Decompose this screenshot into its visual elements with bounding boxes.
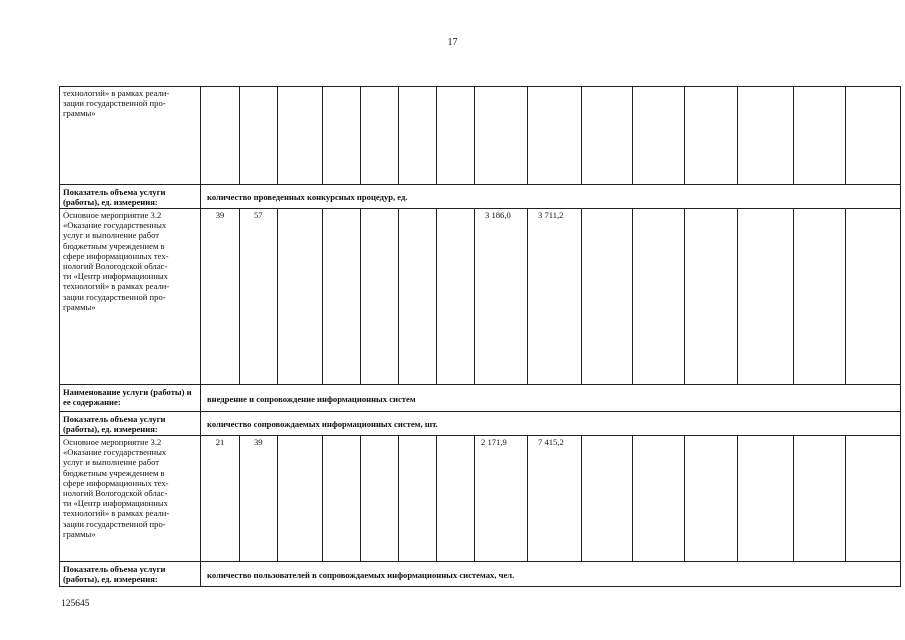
table-row [60, 185, 901, 209]
table-row [60, 87, 901, 185]
service-name-label: Наименование услуги (работы) и ее содержание: [60, 385, 201, 412]
table-cell [582, 436, 633, 562]
table-cell [278, 209, 323, 385]
data-table [59, 86, 901, 587]
table-cell [846, 87, 901, 185]
table-cell [528, 87, 582, 185]
table-row [60, 209, 901, 385]
table-cell [633, 209, 685, 385]
table-cell [240, 87, 278, 185]
indicator-value: количество пользователей в сопровождаемых информационных системах, чел. [201, 562, 901, 587]
table-cell [323, 87, 361, 185]
table-cell [582, 209, 633, 385]
indicator-label: Показатель объема услуги (работы), ед. измерения: [60, 562, 201, 587]
table-cell [582, 87, 633, 185]
table-cell [399, 209, 437, 385]
table-cell [794, 436, 846, 562]
table-cell [846, 436, 901, 562]
table-cell [361, 87, 399, 185]
table-cell [361, 209, 399, 385]
indicator-label: Показатель объема услуги (работы), ед. измерения: [60, 185, 201, 209]
document-code: 125645 [61, 599, 90, 609]
indicator-value: количество проведенных конкурсных процедур, ед. [201, 185, 901, 209]
table-cell [633, 87, 685, 185]
page-number: 17 [447, 37, 458, 48]
table-cell: 39 [201, 209, 240, 385]
service-name-value: внедрение и сопровождение информационных систем [201, 385, 901, 412]
table-row [60, 436, 901, 562]
table-cell [794, 209, 846, 385]
table-cell: 7 415,2 [528, 436, 582, 562]
table-row [60, 412, 901, 436]
table-cell [794, 87, 846, 185]
table-cell: 3 186,0 [475, 209, 528, 385]
table-cell [437, 87, 475, 185]
table-cell [278, 87, 323, 185]
table-cell [846, 209, 901, 385]
table-cell [475, 87, 528, 185]
table-cell: 39 [240, 436, 278, 562]
table-cell: 21 [201, 436, 240, 562]
table-cell [738, 436, 794, 562]
table-cell [437, 209, 475, 385]
row-description: Основное мероприятие 3.2 «Оказание государственных услуг и выполнение работ бюджетным учреждением в сфере информационных тех- нологий Вологодской облас- ти «Центр информационных технологий» в рамках реали- зации государственной про- граммы» [60, 209, 201, 385]
table-cell [738, 209, 794, 385]
table-row [60, 385, 901, 412]
table-cell [399, 87, 437, 185]
table-cell [738, 87, 794, 185]
table-cell [685, 87, 738, 185]
table-cell [633, 436, 685, 562]
table-cell [278, 436, 323, 562]
table-cell [437, 436, 475, 562]
table-cell [323, 209, 361, 385]
table-cell [685, 436, 738, 562]
row-description: технологий» в рамках реали- зации государственной про- граммы» [60, 87, 201, 185]
table-row [60, 562, 901, 587]
table-cell [685, 209, 738, 385]
indicator-label: Показатель объема услуги (работы), ед. измерения: [60, 412, 201, 436]
table-cell [201, 87, 240, 185]
table-cell [323, 436, 361, 562]
table-cell [399, 436, 437, 562]
table-cell: 3 711,2 [528, 209, 582, 385]
indicator-value: количество сопровождаемых информационных систем, шт. [201, 412, 901, 436]
table-cell [361, 436, 399, 562]
table-cell: 57 [240, 209, 278, 385]
row-description: Основное мероприятие 3.2 «Оказание государственных услуг и выполнение работ бюджетным учреждением в сфере информационных тех- нологий Вологодской облас- ти «Центр информационных технологий» в рамках реали- зации государственной про- граммы» [60, 436, 201, 562]
table-cell: 2 171,9 [475, 436, 528, 562]
